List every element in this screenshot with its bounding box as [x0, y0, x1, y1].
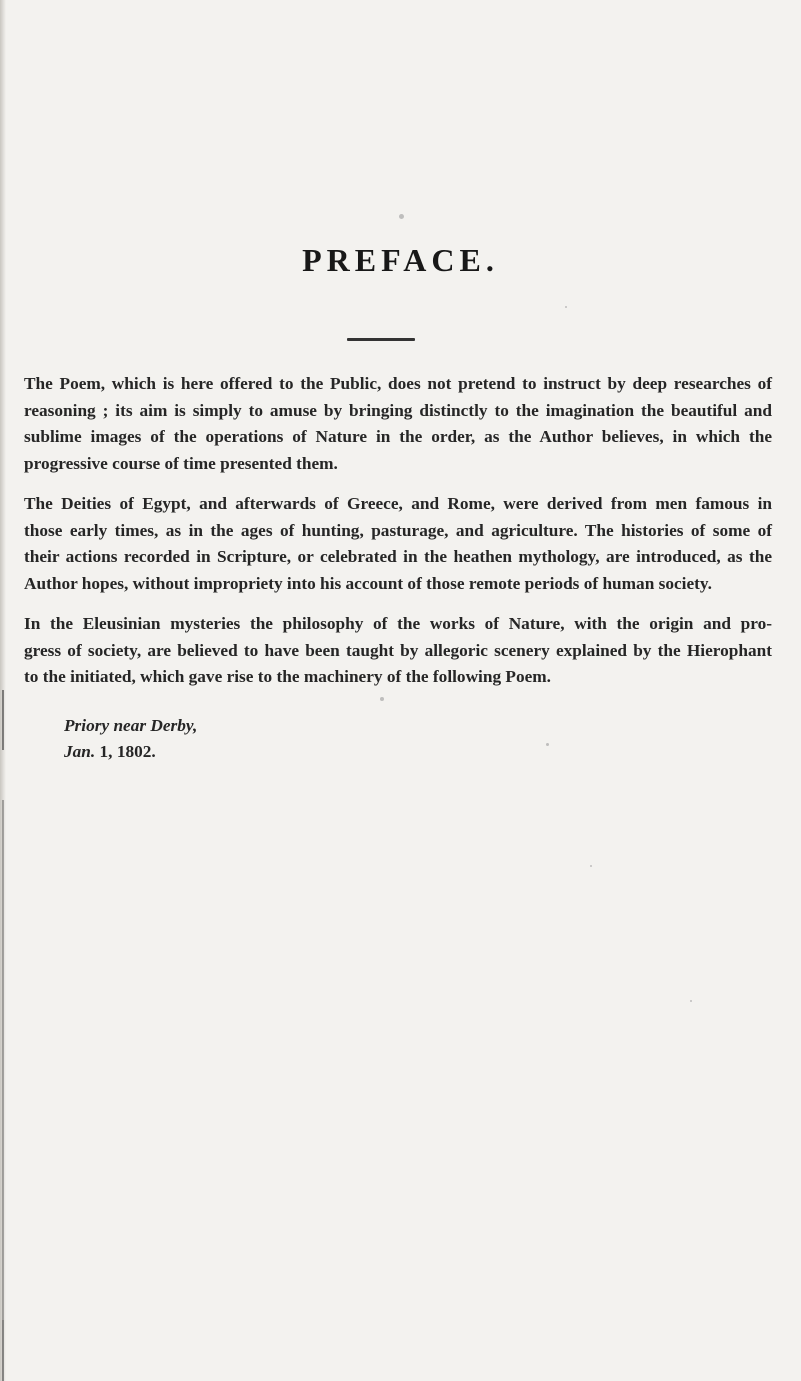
paper-speck [590, 865, 592, 867]
text-line: The Poem, which is here offered to the Public, does not pretend to instruct by deep researches of [24, 374, 772, 393]
paper-speck [380, 697, 384, 701]
binding-edge-line [2, 1320, 4, 1381]
text-line: to the initiated, which gave rise to the machinery of the following Poem. [24, 667, 552, 686]
paper-speck [399, 214, 404, 219]
text-line: progressive course of time presented them. [24, 453, 338, 473]
signature-date [64, 739, 197, 765]
paper-speck [690, 1000, 692, 1002]
signature-block [64, 713, 197, 765]
signature-date-rest: 1, 1802. [95, 742, 156, 761]
text-line: sublime images of the operations of Nature in the order, as the Author believes, in which the [24, 427, 772, 446]
binding-edge-line [2, 690, 4, 750]
binding-edge-line [2, 800, 4, 1320]
text-line: Author hopes, without impropriety into his account of those remote periods of human society. [24, 573, 712, 593]
text-line: In the Eleusinian mysteries the philosophy of the works of Nature, with the origin and pro- [24, 614, 772, 633]
text-line: reasoning ; its aim is simply to amuse by bringing distinctly to the imagination the beautiful and [24, 400, 772, 420]
text-line: The Deities of Egypt, and afterwards of Greece, and Rome, were derived from men famous in [24, 494, 772, 513]
text-line: gress of society, are believed to have been taught by allegoric scenery explained by the Hierophant [24, 640, 772, 660]
signature-date-month: Jan. [64, 742, 96, 761]
text-line: those early times, as in the ages of hunting, pasturage, and agriculture. The histories of some of [24, 520, 772, 540]
title-rule [347, 338, 415, 341]
signature-place: Priory near Derby, [64, 716, 198, 735]
preface-paragraph-1 [24, 371, 772, 477]
preface-paragraph-2 [24, 491, 772, 597]
paper-speck [546, 743, 549, 746]
paper-speck [565, 306, 567, 308]
preface-paragraph-3 [24, 611, 772, 691]
text-line: their actions recorded in Scripture, or celebrated in the heathen mythology, are introduced, as the [24, 547, 772, 566]
page-title: PREFACE. [302, 242, 499, 278]
